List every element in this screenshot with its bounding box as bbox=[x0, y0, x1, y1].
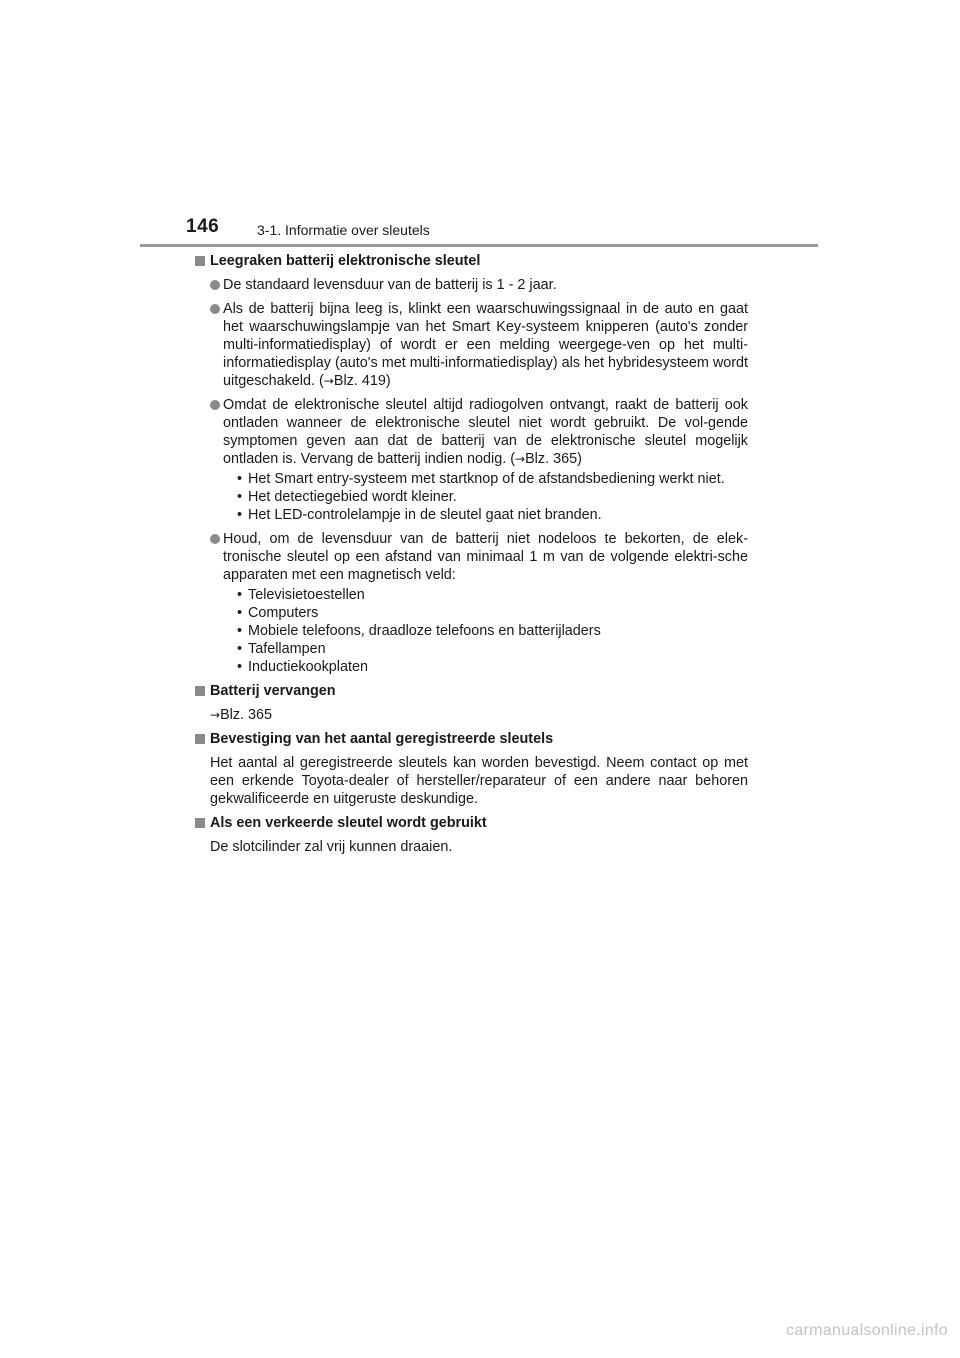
square-bullet-icon bbox=[195, 686, 205, 696]
list-item: Houd, om de levensduur van de batterij niet nodeloos te bekorten, de elek-tronische sleutel op een afstand van minimaal 1 m van de volgende elektri-sche apparaten met een magnetisch veld: • Televisietoestellen • Computers • Mobiele telefoons, draadloze telefoons en batterijladers • Tafellampen • Inductiekookplaten bbox=[210, 530, 748, 676]
paragraph bbox=[210, 706, 748, 724]
sub-bullet-icon: • bbox=[237, 587, 243, 603]
section-battery-depletion bbox=[210, 252, 748, 676]
sub-bullet-icon: • bbox=[237, 659, 243, 675]
page-header bbox=[186, 214, 818, 244]
sub-list-item: • Het LED-controlelampje in de sleutel gaat niet branden. bbox=[237, 507, 602, 523]
watermark: carmanualsonline.info bbox=[786, 1322, 948, 1339]
paragraph: De slotcilinder zal vrij kunnen draaien. bbox=[210, 839, 453, 855]
section-heading: Als een verkeerde sleutel wordt gebruikt bbox=[195, 814, 748, 832]
sub-list-item: • Het detectiegebied wordt kleiner. bbox=[237, 489, 457, 505]
square-bullet-icon bbox=[195, 256, 205, 266]
sub-list-item: • Computers bbox=[237, 605, 319, 621]
round-bullet-icon bbox=[210, 280, 220, 290]
header-rule bbox=[140, 244, 818, 247]
sub-bullet-icon: • bbox=[237, 641, 243, 657]
round-bullet-icon bbox=[210, 534, 220, 544]
section-heading: Leegraken batterij elektronische sleutel bbox=[195, 252, 748, 270]
sub-bullet-icon: • bbox=[237, 489, 243, 505]
arrow-icon: → bbox=[323, 374, 334, 388]
section-heading: Bevestiging van het aantal geregistreerde sleutels bbox=[195, 730, 748, 748]
list-item: Omdat de elektronische sleutel altijd radiogolven ontvangt, raakt de batterij ook ontladen wanneer de elektronische sleutel niet wordt gebruikt. De vol-gende symptomen geven aan dat de batterij van de elektronische sleutel mogelijk ontladen is. Vervang de batterij indien nodig. (→Blz. 365) • Het Smart entry-systeem met startknop of de afstandsbediening werkt niet. • Het detectiegebied wordt kleiner. • Het LED-controlelampje in de sleutel gaat niet branden. bbox=[210, 396, 748, 524]
sub-list-item: • Televisietoestellen bbox=[237, 587, 365, 603]
sub-list bbox=[223, 586, 748, 676]
paragraph: Het aantal al geregistreerde sleutels kan worden bevestigd. Neem contact op met een erkende Toyota-dealer of hersteller/reparateur of een andere naar behoren gekwalificeerde en uitgeruste deskundige. bbox=[210, 755, 748, 807]
sub-list-item: • Het Smart entry-systeem met startknop of de afstandsbediening werkt niet. bbox=[237, 471, 725, 487]
section-battery-replace bbox=[210, 682, 748, 724]
square-bullet-icon bbox=[195, 818, 205, 828]
section-heading: Batterij vervangen bbox=[195, 682, 748, 700]
sub-list-item: • Mobiele telefoons, draadloze telefoons en batterijladers bbox=[237, 623, 601, 639]
section-wrong-key bbox=[210, 814, 748, 856]
sub-list-item: • Inductiekookplaten bbox=[237, 659, 369, 675]
round-bullet-icon bbox=[210, 304, 220, 314]
sub-bullet-icon: • bbox=[237, 605, 243, 621]
square-bullet-icon bbox=[195, 734, 205, 744]
arrow-icon: → bbox=[515, 452, 526, 466]
sub-list bbox=[223, 470, 748, 524]
list-item: De standaard levensduur van de batterij is 1 - 2 jaar. bbox=[210, 276, 748, 294]
section-key-count bbox=[210, 730, 748, 808]
sub-bullet-icon: • bbox=[237, 507, 243, 523]
sub-bullet-icon: • bbox=[237, 471, 243, 487]
page-reference: Blz. 419) bbox=[333, 373, 391, 389]
sub-list-item: • Tafellampen bbox=[237, 641, 326, 657]
round-bullet-icon bbox=[210, 400, 220, 410]
arrow-icon: → bbox=[210, 708, 221, 722]
sub-bullet-icon: • bbox=[237, 623, 243, 639]
page-content bbox=[210, 252, 748, 862]
section-title: 3-1. Informatie over sleutels bbox=[257, 222, 430, 238]
list-item: Als de batterij bijna leeg is, klinkt een waarschuwingssignaal in de auto en gaat het waarschuwingslampje van het Smart Key-systeem knipperen (auto's zonder multi-informatiedisplay) of wordt er een melding weergege-ven op het multi-informatiedisplay (auto's met multi-informatiedisplay) als het hybridesysteem wordt uitgeschakeld. (→Blz. 419) bbox=[210, 300, 748, 390]
page-number: 146 bbox=[186, 216, 220, 237]
page-reference: Blz. 365 bbox=[220, 707, 273, 723]
page-reference: Blz. 365) bbox=[525, 451, 582, 467]
